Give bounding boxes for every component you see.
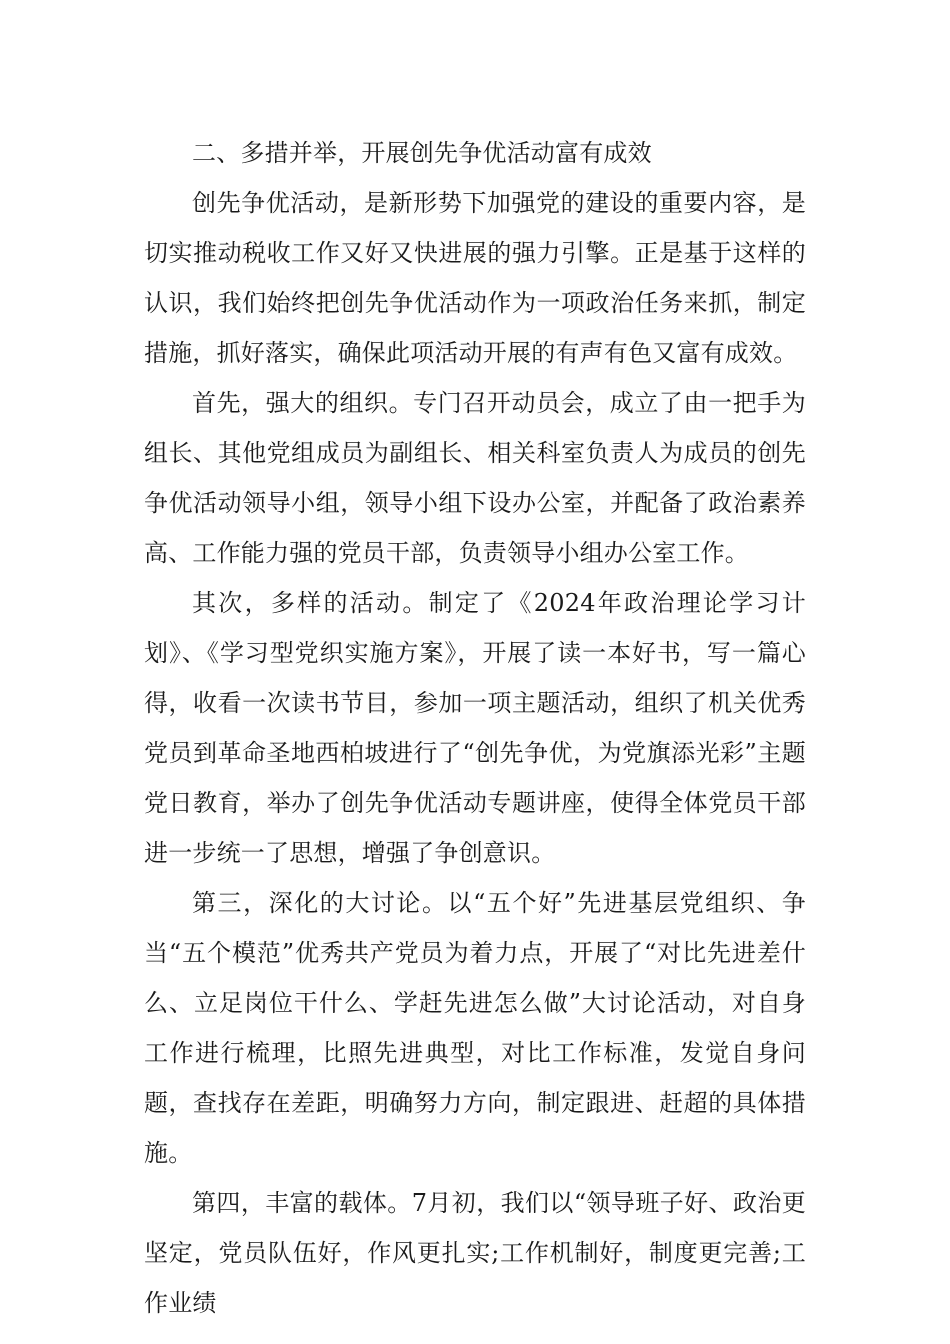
document-body xyxy=(144,128,806,1328)
paragraph-first-organization: 首先，强大的组织。专门召开动员会，成立了由一把手为组长、其他党组成员为副组长、相关科室负责人为成员的创先争优活动领导小组，领导小组下设办公室，并配备了政治素养高、工作能力强的党员干部，负责领导小组办公室工作。 xyxy=(144,389,806,567)
paragraph-intro: 创先争优活动，是新形势下加强党的建设的重要内容，是切实推动税收工作又好又快进展的强力引擎。正是基于这样的认识，我们始终把创先争优活动作为一项政治任务来抓，制定措施，抓好落实，确保此项活动开展的有声有色又富有成效。 xyxy=(144,189,806,367)
paragraph-second-activities: 其次，多样的活动。制定了《2024年政治理论学习计划》、《学习型党织实施方案》，开展了读一本好书，写一篇心得，收看一次读书节目，参加一项主题活动，组织了机关优秀党员到革命圣地西柏坡进行了“创先争优，为党旗添光彩”主题党日教育，举办了创先争优活动专题讲座，使得全体党员干部进一步统一了思想，增强了争创意识。 xyxy=(144,589,806,867)
paragraph-fourth-carrier: 第四，丰富的载体。7月初，我们以“领导班子好、政治更坚定，党员队伍好，作风更扎实;工作机制好，制度更完善;工作业绩 xyxy=(144,1189,806,1317)
paragraph-third-discussion: 第三，深化的大讨论。以“五个好”先进基层党组织、争当“五个模范”优秀共产党员为着力点，开展了“对比先进差什么、立足岗位干什么、学赶先进怎么做”大讨论活动，对自身工作进行梳理，比照先进典型，对比工作标准，发觉自身问题，查找存在差距，明确努力方向，制定跟进、赶超的具体措施。 xyxy=(144,889,806,1167)
section-heading: 二、多措并举，开展创先争优活动富有成效 xyxy=(192,139,652,167)
